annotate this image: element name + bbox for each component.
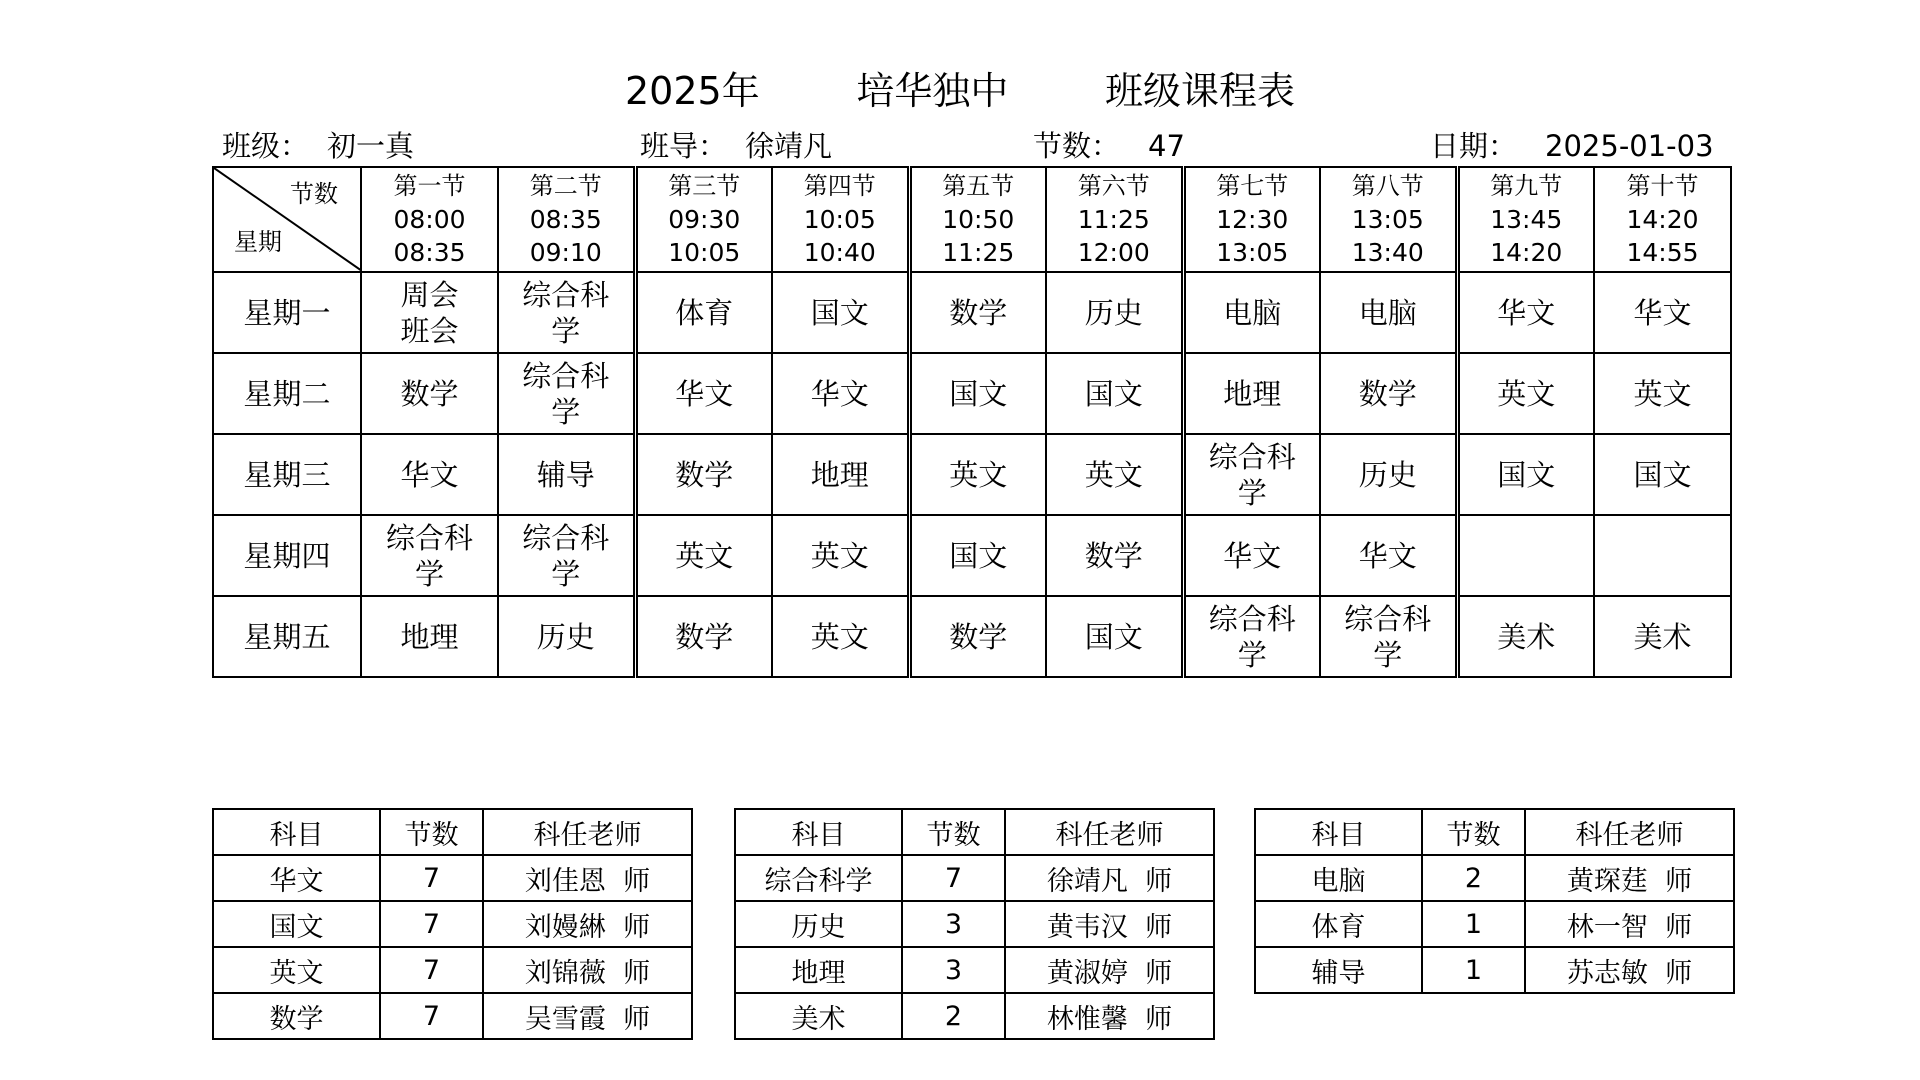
subject-text: 数学 [675,619,734,654]
class-cell [361,272,498,353]
class-cell [361,353,498,434]
subject-text: 数学 [949,295,1008,330]
period-name: 第五节 [942,172,1015,200]
summary-row [213,947,692,993]
class-cell [1046,353,1183,434]
summary-count: 7 [380,947,483,993]
period-end-time: 10:40 [803,238,876,267]
summary-count: 2 [1422,855,1525,901]
subject-text: 华文 [675,376,734,411]
summary-row [1255,855,1734,901]
period-name: 第三节 [668,172,741,200]
period-header [772,167,909,272]
summary-subject: 数学 [213,993,380,1039]
summary-row [1255,901,1734,947]
summary-count-header: 节数 [902,809,1005,855]
class-cell [772,515,909,596]
period-header [1320,167,1457,272]
class-cell [361,434,498,515]
period-start-time: 13:05 [1351,205,1424,234]
period-end-time: 12:00 [1077,238,1150,267]
subject-text: 数学 [1084,538,1143,573]
title-year: 2025年 [624,69,760,113]
class-info [222,124,414,165]
period-header [1183,167,1320,272]
subject-text: 国文 [949,538,1008,573]
timetable-row [213,353,1731,434]
summary-subject: 历史 [735,901,902,947]
summary-row [735,993,1214,1039]
subject-text: 国文 [949,376,1008,411]
class-cell [1594,272,1731,353]
class-cell [1320,515,1457,596]
weekday-label: 星期四 [213,515,361,596]
period-end-time: 10:05 [668,238,741,267]
period-name: 第六节 [1077,172,1150,200]
summary-teacher: 黄淑婷 师 [1005,947,1214,993]
period-end-time: 09:10 [529,238,602,267]
summary-subject: 英文 [213,947,380,993]
class-cell [498,434,635,515]
class-cell [1457,434,1594,515]
subject-text: 历史 [536,619,595,654]
period-start-time: 08:00 [393,205,466,234]
period-header [909,167,1046,272]
summary-teacher: 林惟馨 师 [1005,993,1214,1039]
subject-text: 国文 [1084,376,1143,411]
timetable-corner [213,167,361,272]
weekday-label: 星期五 [213,596,361,677]
summary-subject: 体育 [1255,901,1422,947]
class-cell [1320,596,1457,677]
class-cell [1594,353,1731,434]
weekday-label: 星期二 [213,353,361,434]
summary-row [213,901,692,947]
subject-text: 辅导 [536,457,595,492]
class-cell [1320,353,1457,434]
summary-count: 7 [380,901,483,947]
summary-header-row [735,809,1214,855]
class-cell [1046,272,1183,353]
period-count-label: 节数： [1033,129,1121,163]
subject-text: 综合科 学 [522,520,610,591]
title-school: 培华独中 [856,69,1009,113]
class-cell [1594,596,1731,677]
subject-text: 数学 [675,457,734,492]
summary-subject: 美术 [735,993,902,1039]
subject-text: 国文 [1633,457,1692,492]
class-cell [1320,272,1457,353]
summary-count: 1 [1422,901,1525,947]
summary-teacher-header: 科任老师 [1005,809,1214,855]
period-end-time: 13:05 [1216,238,1289,267]
period-header [635,167,772,272]
period-header [1457,167,1594,272]
period-header [498,167,635,272]
summary-subject: 国文 [213,901,380,947]
title-name: 班级课程表 [1105,69,1296,113]
subject-text: 英文 [1633,376,1692,411]
class-cell [772,434,909,515]
subject-text: 地理 [810,457,869,492]
subject-text: 综合科 学 [522,277,610,348]
period-count-info [1033,124,1185,165]
class-cell [1457,353,1594,434]
summary-subject-header: 科目 [213,809,380,855]
corner-period-label: 节数 [290,180,338,208]
summary-subject: 综合科学 [735,855,902,901]
summary-teacher-header: 科任老师 [1525,809,1734,855]
period-end-time: 08:35 [393,238,466,267]
subject-text: 地理 [1223,376,1282,411]
period-start-time: 13:45 [1490,205,1563,234]
timetable-row [213,596,1731,677]
teacher-summary-body [1255,809,1734,993]
subject-text: 英文 [810,538,869,573]
summary-count: 1 [1422,947,1525,993]
period-name: 第八节 [1351,172,1424,200]
period-start-time: 14:20 [1626,205,1699,234]
subject-text: 美术 [1497,619,1556,654]
summary-teacher: 徐靖凡 师 [1005,855,1214,901]
class-cell [1457,272,1594,353]
subject-text: 华文 [400,457,459,492]
subject-text: 华文 [1497,295,1556,330]
summary-row [213,855,692,901]
class-cell [498,272,635,353]
subject-text: 英文 [1497,376,1556,411]
summary-subject-header: 科目 [735,809,902,855]
class-cell [498,515,635,596]
timetable [212,166,1732,678]
class-label: 班级： [222,129,310,163]
summary-count: 7 [380,993,483,1039]
subject-text: 数学 [949,619,1008,654]
period-header [1594,167,1731,272]
period-count-value: 47 [1148,129,1185,163]
subject-text: 华文 [1223,538,1282,573]
subject-text: 华文 [1358,538,1417,573]
subject-text: 历史 [1084,295,1143,330]
period-name: 第九节 [1490,172,1563,200]
class-cell [1046,596,1183,677]
summary-count: 3 [902,947,1005,993]
class-cell [1183,353,1320,434]
teacher-summary-table-1 [212,808,693,1040]
summary-header-row [1255,809,1734,855]
summary-teacher: 刘佳恩 师 [483,855,692,901]
period-name: 第一节 [393,172,466,200]
teacher-summary-table-2 [734,808,1215,1040]
subject-text: 体育 [675,295,734,330]
period-start-time: 10:05 [803,205,876,234]
class-cell [909,353,1046,434]
summary-row [213,993,692,1039]
summary-header-row [213,809,692,855]
period-start-time: 10:50 [942,205,1015,234]
class-cell [498,353,635,434]
period-start-time: 09:30 [668,205,741,234]
summary-count: 7 [902,855,1005,901]
summary-teacher: 黄琛莛 师 [1525,855,1734,901]
summary-row [735,947,1214,993]
summary-subject: 地理 [735,947,902,993]
class-cell [772,272,909,353]
subject-text: 综合科 学 [1208,439,1296,510]
class-cell [1320,434,1457,515]
class-cell [1183,272,1320,353]
class-cell [909,515,1046,596]
subject-text: 美术 [1633,619,1692,654]
timetable-body [213,167,1731,677]
timetable-row [213,515,1731,596]
period-name: 第七节 [1216,172,1289,200]
summary-row [1255,947,1734,993]
period-end-time: 14:55 [1626,238,1699,267]
class-cell [909,596,1046,677]
subject-text: 历史 [1358,457,1417,492]
class-cell [772,596,909,677]
summary-count: 7 [380,855,483,901]
class-cell [1046,515,1183,596]
subject-text: 华文 [1633,295,1692,330]
homeroom-teacher-info [640,124,832,165]
summary-row [735,901,1214,947]
subject-text: 英文 [1084,457,1143,492]
teacher-summary-table-3 [1254,808,1735,994]
homeroom-teacher-label: 班导： [640,129,728,163]
class-cell [635,596,772,677]
teacher-summary-body [735,809,1214,1039]
summary-subject: 辅导 [1255,947,1422,993]
weekday-label: 星期三 [213,434,361,515]
class-cell [1594,515,1731,596]
subject-text: 电脑 [1358,295,1417,330]
subject-text: 国文 [1084,619,1143,654]
period-end-time: 14:20 [1490,238,1563,267]
summary-teacher: 林一智 师 [1525,901,1734,947]
class-cell [1594,434,1731,515]
period-start-time: 08:35 [529,205,602,234]
subject-text: 数学 [1358,376,1417,411]
period-name: 第十节 [1626,172,1699,200]
class-cell [635,272,772,353]
class-cell [361,515,498,596]
class-cell [1046,434,1183,515]
summary-subject-header: 科目 [1255,809,1422,855]
class-value: 初一真 [327,129,415,163]
weekday-label: 星期一 [213,272,361,353]
summary-subject: 华文 [213,855,380,901]
class-cell [1457,596,1594,677]
date-label: 日期： [1430,129,1518,163]
period-end-time: 13:40 [1351,238,1424,267]
summary-row [735,855,1214,901]
summary-teacher: 刘锦薇 师 [483,947,692,993]
date-info [1430,124,1714,165]
period-name: 第四节 [803,172,876,200]
subject-text: 英文 [810,619,869,654]
subject-text: 电脑 [1223,295,1282,330]
class-cell [909,434,1046,515]
class-cell [635,434,772,515]
summary-teacher: 黄韦汉 师 [1005,901,1214,947]
class-cell [635,353,772,434]
subject-text: 华文 [810,376,869,411]
period-name: 第二节 [529,172,602,200]
summary-count-header: 节数 [380,809,483,855]
summary-teacher: 苏志敏 师 [1525,947,1734,993]
subject-text: 综合科 学 [1208,601,1296,672]
class-cell [361,596,498,677]
timetable-row [213,272,1731,353]
summary-teacher-header: 科任老师 [483,809,692,855]
summary-teacher: 刘嫚綝 师 [483,901,692,947]
subject-text: 数学 [400,376,459,411]
subject-text: 英文 [949,457,1008,492]
subject-text: 国文 [1497,457,1556,492]
summary-count-header: 节数 [1422,809,1525,855]
subject-text: 地理 [400,619,459,654]
class-cell [635,515,772,596]
class-cell [909,272,1046,353]
period-start-time: 12:30 [1216,205,1289,234]
class-cell [1183,434,1320,515]
summary-subject: 电脑 [1255,855,1422,901]
period-header [1046,167,1183,272]
subject-text: 周会 班会 [400,277,459,348]
timetable-header-row [213,167,1731,272]
page-title [0,60,1920,115]
class-cell [1457,515,1594,596]
class-cell [1183,596,1320,677]
subject-text: 英文 [675,538,734,573]
subject-text: 综合科 学 [522,358,610,429]
summary-count: 2 [902,993,1005,1039]
homeroom-teacher-value: 徐靖凡 [745,129,833,163]
period-start-time: 11:25 [1077,205,1150,234]
class-cell [498,596,635,677]
date-value: 2025-01-03 [1545,129,1714,163]
summary-count: 3 [902,901,1005,947]
teacher-summary-body [213,809,692,1039]
subject-text: 综合科 学 [1344,601,1432,672]
subject-text: 综合科 学 [385,520,473,591]
summary-teacher: 吴雪霞 师 [483,993,692,1039]
class-cell [1183,515,1320,596]
corner-weekday-label: 星期 [234,228,282,256]
timetable-row [213,434,1731,515]
period-header [361,167,498,272]
period-end-time: 11:25 [942,238,1015,267]
subject-text: 国文 [810,295,869,330]
class-cell [772,353,909,434]
